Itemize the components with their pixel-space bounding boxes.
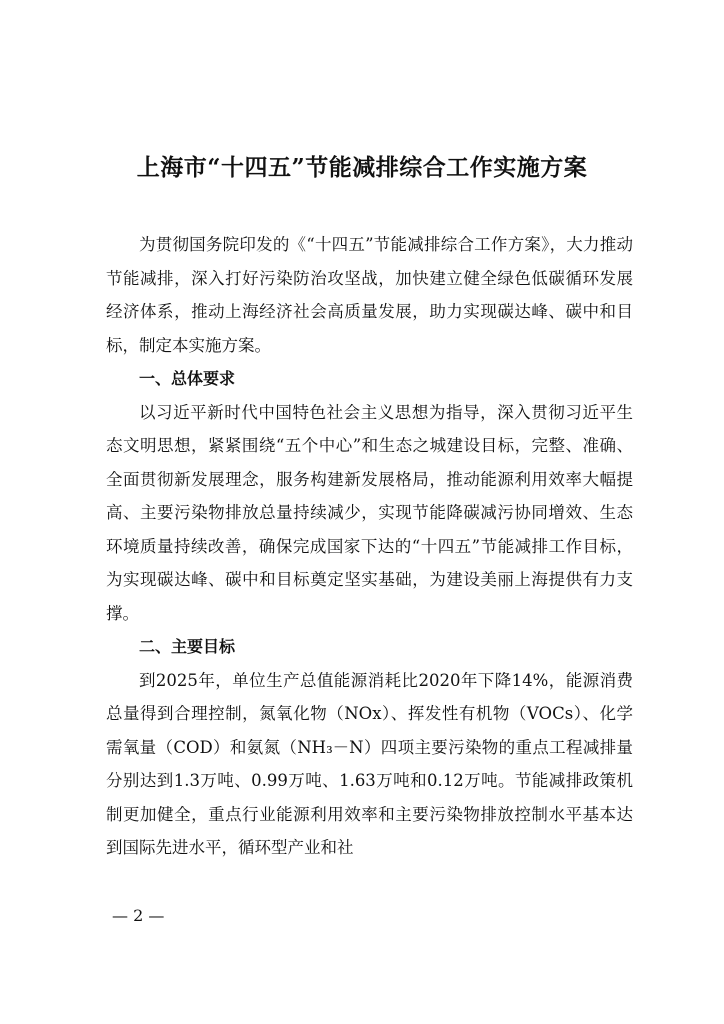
- section-paragraph-general-requirements: 以习近平新时代中国特色社会主义思想为指导，深入贯彻习近平生态文明思想，紧紧围绕“五个中心”和生态之城建设目标，完整、准确、全面贯彻新发展理念，服务构建新发展格局，推动能源利用效率大幅提高、主要污染物排放总量持续减少，实现节能降碳减污协同增效、生态环境质量持续改善，确保完成国家下达的“十四五”节能减排工作目标，为实现碳达峰、碳中和目标奠定坚实基础，为建设美丽上海提供有力支撑。: [106, 402, 633, 623]
- page-number: — 2 —: [112, 906, 165, 925]
- section-paragraph-main-targets: 到2025年，单位生产总值能源消耗比2020年下降14%，能源消费总量得到合理控制，氮氧化物（NOx）、挥发性有机物（VOCs）、化学需氧量（COD）和氨氮（NH₃－N）四项主要污染物的重点工程减排量分别达到1.3万吨、0.99万吨、1.63万吨和0.12万吨。节能减排政策机制更加健全，重点行业能源利用效率和主要污染物排放控制水平基本达到国际先进水平，循环型产业和社: [106, 670, 633, 857]
- document-body: [106, 228, 633, 865]
- section-heading-main-targets: 二、主要目标: [139, 637, 236, 656]
- document-title: 上海市“十四五”节能减排综合工作实施方案: [136, 154, 588, 181]
- intro-paragraph: 为贯彻国务院印发的《“十四五”节能减排综合工作方案》，大力推动节能减排，深入打好污染防治攻坚战，加快建立健全绿色低碳循环发展经济体系，推动上海经济社会高质量发展，助力实现碳达峰、碳中和目标，制定本实施方案。: [106, 235, 633, 355]
- section-heading-general-requirements: 一、总体要求: [139, 369, 236, 388]
